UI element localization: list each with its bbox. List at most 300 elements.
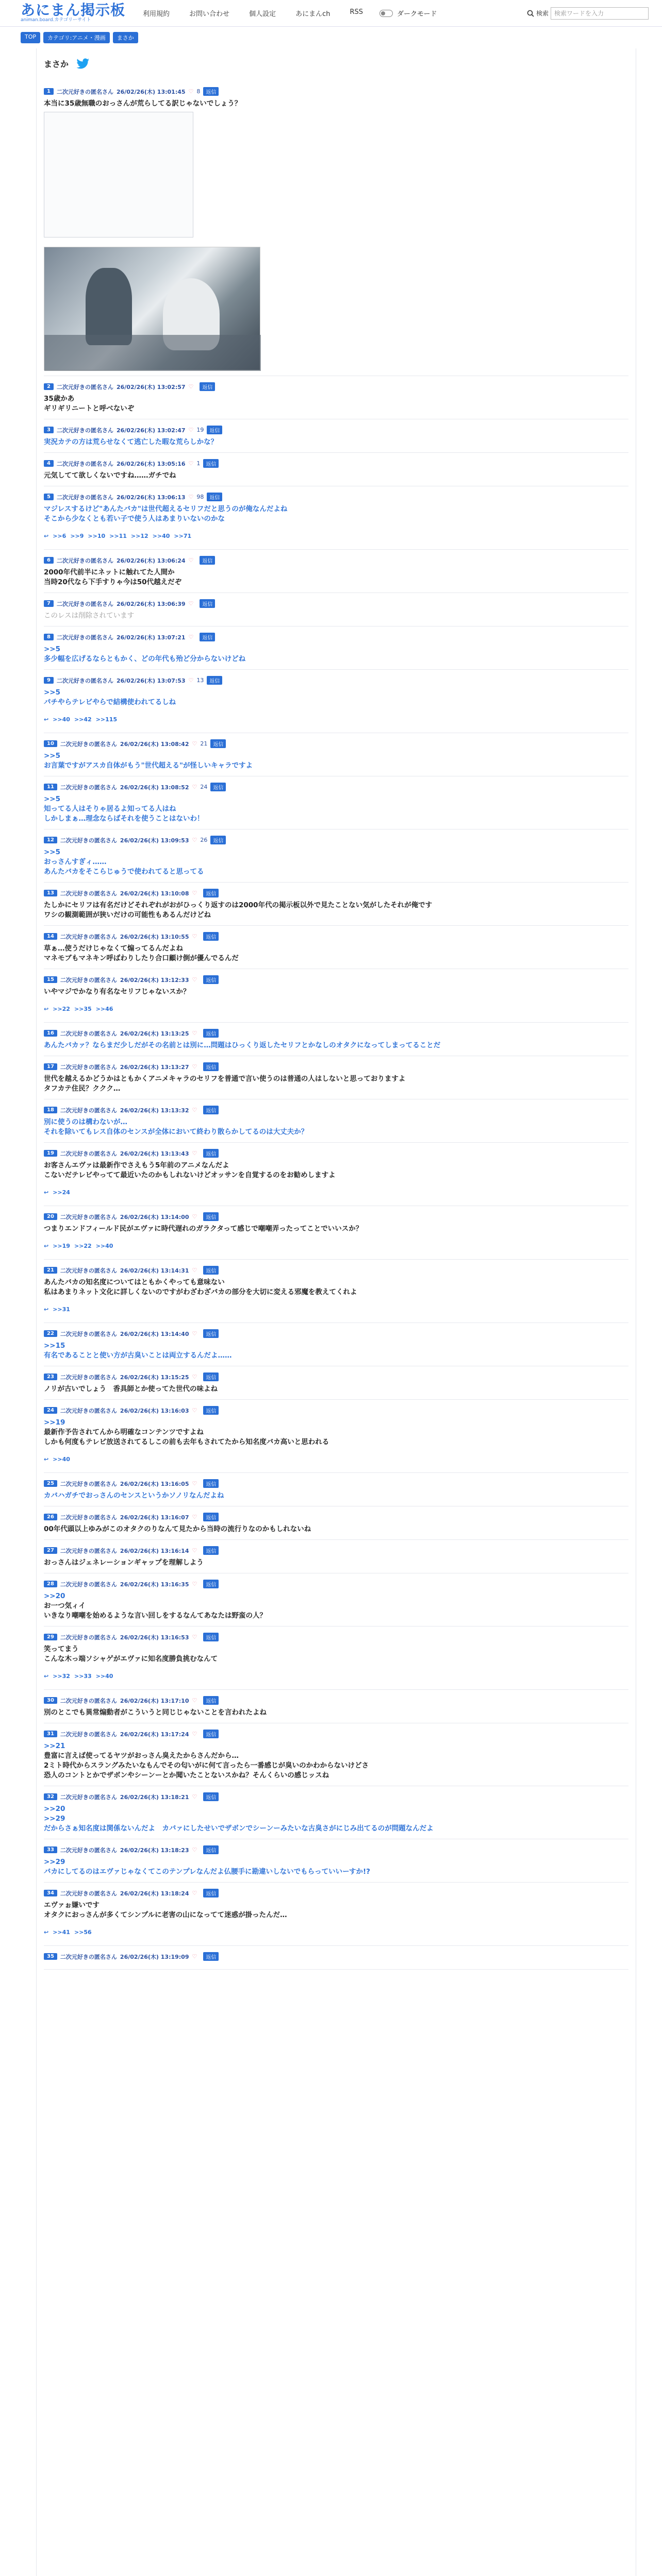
post-header: [44, 1473, 628, 1488]
post: [37, 81, 636, 376]
post-date: 26/02/26(木) 13:10:55: [120, 933, 189, 940]
reply-link[interactable]: >>11: [109, 533, 127, 539]
post-number[interactable]: 3: [44, 427, 54, 433]
post: [37, 1023, 636, 1056]
reply-link[interactable]: >>40: [95, 1243, 113, 1249]
post-date: 26/02/26(木) 13:14:00: [120, 1213, 189, 1221]
post-body: [44, 748, 628, 776]
post: [37, 1540, 636, 1573]
post-line: 恐人のコントとかでザボンやシーンーとか聞いたことないスかね？そんくらいの感じッスね: [44, 1771, 329, 1780]
heart-icon[interactable]: ♡: [192, 1890, 197, 1896]
reply-button[interactable]: 返信: [200, 382, 215, 391]
post-date: 26/02/26(木) 13:01:45: [116, 88, 186, 95]
like-count: 26: [200, 837, 208, 843]
nav-rss[interactable]: RSS: [350, 8, 363, 16]
post: [37, 1946, 636, 1970]
like-count: 21: [200, 740, 208, 747]
post-number[interactable]: 16: [44, 1030, 57, 1037]
post-number[interactable]: 4: [44, 460, 54, 467]
reply-link[interactable]: >>40: [53, 1456, 70, 1463]
post: [37, 1786, 636, 1839]
nav-terms[interactable]: 利用規約: [143, 10, 170, 18]
search-input[interactable]: 検索ワードを入力: [551, 7, 649, 20]
heart-icon[interactable]: ♡: [192, 1374, 197, 1380]
post-body: [44, 608, 628, 626]
post-header: [44, 1366, 628, 1381]
post: [37, 1323, 636, 1366]
post-body: [44, 1488, 628, 1506]
post: [37, 1839, 636, 1883]
post-line: あんたバカをそこらじゅうで使われてると思ってる: [44, 868, 204, 876]
post-header: [44, 486, 628, 501]
heart-icon[interactable]: ♡: [192, 784, 197, 790]
post-line: お一つ気ィイ: [44, 1602, 86, 1610]
post-line: マジレスするけど"あんたバカ"は世代超えるセリフだと思うのが俺なんだよね: [44, 505, 288, 513]
poster-name: 二次元好きの匿名さん: [60, 890, 117, 897]
post-number[interactable]: 22: [44, 1330, 57, 1337]
reply-button[interactable]: 返信: [203, 1889, 219, 1897]
heart-icon[interactable]: ♡: [192, 1953, 197, 1960]
nav-animanch[interactable]: あにまんch: [295, 10, 330, 18]
heart-icon[interactable]: ♡: [192, 1407, 197, 1414]
post-body: [44, 941, 628, 969]
reply-button[interactable]: 返信: [200, 556, 215, 565]
search-label: 検索: [536, 10, 549, 17]
reply-button[interactable]: 返信: [203, 1479, 219, 1488]
post: [37, 376, 636, 419]
post-date: 26/02/26(木) 13:06:13: [116, 494, 186, 501]
post-line[interactable]: >>15: [44, 1342, 65, 1350]
post-number[interactable]: 18: [44, 1107, 57, 1113]
heart-icon[interactable]: ♡: [192, 933, 197, 940]
heart-icon[interactable]: ♡: [192, 976, 197, 983]
heart-icon[interactable]: ♡: [192, 1480, 197, 1487]
post-line: お客さんエヴァは最新作でさえもう5年前のアニメなんだよ: [44, 1161, 229, 1170]
reply-button[interactable]: 返信: [203, 1372, 219, 1381]
heart-icon[interactable]: ♡: [192, 1150, 197, 1157]
reply-button[interactable]: 返信: [203, 1513, 219, 1521]
reply-link[interactable]: >>41: [53, 1929, 70, 1936]
post-number[interactable]: 6: [44, 557, 54, 564]
darkmode-toggle-wrap[interactable]: [379, 8, 437, 18]
embedded-screenshot: [44, 112, 193, 238]
heart-icon[interactable]: ♡: [188, 460, 194, 467]
reply-arrow-icon: ↩: [44, 1456, 49, 1463]
post-date: 26/02/26(木) 13:19:09: [120, 1953, 189, 1960]
post-number[interactable]: 32: [44, 1793, 57, 1800]
heart-icon[interactable]: ♡: [192, 837, 197, 843]
post-body: [44, 1801, 628, 1839]
post-image[interactable]: [44, 247, 260, 370]
post-header: [44, 1143, 628, 1158]
reply-arrow-icon: ↩: [44, 533, 49, 539]
post-date: 26/02/26(木) 13:13:43: [120, 1150, 189, 1157]
poster-name: 二次元好きの匿名さん: [56, 557, 113, 564]
poster-name: 二次元好きの匿名さん: [60, 1107, 117, 1114]
post-line[interactable]: >>5: [44, 645, 61, 653]
breadcrumb: [0, 27, 662, 43]
reply-link[interactable]: >>40: [53, 716, 70, 723]
reply-button[interactable]: 返信: [207, 676, 222, 685]
post-line[interactable]: >>5: [44, 795, 61, 803]
post-header: [44, 926, 628, 941]
post-body: [44, 1641, 628, 1690]
post: [37, 1206, 636, 1260]
post-line: 実況カテの方は荒らせなくて逃亡した暇な荒らしかな？: [44, 438, 218, 446]
post-header: [44, 1023, 628, 1038]
post-line[interactable]: >>21: [44, 1742, 65, 1750]
heart-icon[interactable]: ♡: [188, 677, 194, 684]
site-logo[interactable]: [21, 3, 125, 23]
post-body: [44, 96, 628, 376]
post-body: [44, 1158, 628, 1206]
darkmode-toggle[interactable]: [379, 10, 393, 17]
heart-icon[interactable]: ♡: [192, 1581, 197, 1587]
post-body: [44, 391, 628, 419]
post-line: 00年代頭以上ゆみがこのオタクのりなんて見たから当時の流行りなのかもしれないね: [44, 1525, 311, 1533]
heart-icon[interactable]: ♡: [192, 1030, 197, 1037]
reply-button[interactable]: 返信: [203, 1406, 219, 1415]
tag-category[interactable]: カテゴリ:アニメ・漫画: [43, 32, 110, 43]
reply-links: [44, 1297, 628, 1317]
post-number[interactable]: 9: [44, 677, 54, 684]
post-header: [44, 1506, 628, 1521]
post-header: [44, 1400, 628, 1415]
poster-name: 二次元好きの匿名さん: [60, 1030, 117, 1037]
reply-arrow-icon: ↩: [44, 1006, 49, 1012]
reply-button[interactable]: 返信: [203, 1633, 219, 1641]
reply-button[interactable]: 返信: [203, 1329, 219, 1338]
post-header: [44, 81, 628, 96]
post-date: 26/02/26(木) 13:16:03: [120, 1407, 189, 1414]
reply-button[interactable]: 返信: [203, 1845, 219, 1854]
reply-links: [44, 1664, 628, 1684]
reply-link[interactable]: >>32: [53, 1673, 70, 1680]
post: [37, 1099, 636, 1143]
post: [37, 733, 636, 776]
poster-name: 二次元好きの匿名さん: [60, 1731, 117, 1738]
post: [37, 626, 636, 670]
post-line[interactable]: >>5: [44, 752, 61, 760]
post: [37, 969, 636, 1023]
reply-button[interactable]: 返信: [200, 599, 215, 608]
post-line[interactable]: >>20: [44, 1805, 65, 1813]
post-header: [44, 1626, 628, 1641]
reply-link[interactable]: >>31: [53, 1306, 70, 1313]
reply-link[interactable]: >>46: [95, 1006, 113, 1012]
poster-name: 二次元好きの匿名さん: [60, 1330, 117, 1337]
poster-name: 二次元好きの匿名さん: [56, 427, 113, 434]
post-number[interactable]: 14: [44, 933, 57, 940]
reply-links: [44, 524, 628, 544]
post-body: [44, 984, 628, 1023]
post-line: ギリギリニートと呼べないぞ: [44, 404, 135, 413]
reply-link[interactable]: >>22: [74, 1243, 92, 1249]
reply-link[interactable]: >>22: [53, 1006, 70, 1012]
post-number[interactable]: 12: [44, 837, 57, 843]
poster-name: 二次元好きの匿名さん: [56, 634, 113, 641]
post-header: [44, 453, 628, 468]
reply-button[interactable]: 返信: [210, 739, 226, 748]
post: [37, 1573, 636, 1626]
heart-icon[interactable]: ♡: [188, 88, 194, 95]
reply-link[interactable]: >>12: [130, 533, 148, 539]
post-number[interactable]: 5: [44, 494, 54, 500]
post-line: エヴァぉ嫌いです: [44, 1901, 100, 1909]
post-number[interactable]: 8: [44, 634, 54, 640]
post-line: あんたバカの知名度についてはともかくやっても意味ない: [44, 1278, 225, 1286]
post-body: [44, 1221, 628, 1260]
search-icon[interactable]: [527, 10, 534, 17]
reply-link[interactable]: >>10: [88, 533, 106, 539]
post: [37, 926, 636, 969]
post-line[interactable]: >>20: [44, 1592, 65, 1600]
post-line: いきなり嘲嘲を始めるような言い回しをするなんてあなたは野蛮の人？: [44, 1612, 267, 1620]
poster-name: 二次元好きの匿名さん: [60, 837, 117, 844]
poster-name: 二次元好きの匿名さん: [60, 1793, 117, 1801]
logo-text: あにまん掲示板: [21, 2, 126, 19]
reply-button[interactable]: 返信: [203, 1580, 219, 1588]
reply-button[interactable]: 返信: [210, 783, 226, 791]
poster-name: 二次元好きの匿名さん: [56, 88, 113, 95]
heart-icon[interactable]: ♡: [192, 1107, 197, 1113]
post-number[interactable]: 33: [44, 1846, 57, 1853]
thread-title: まさか: [44, 59, 69, 69]
post-number[interactable]: 27: [44, 1547, 57, 1554]
reply-link[interactable]: >>40: [95, 1673, 113, 1680]
post-number[interactable]: 31: [44, 1731, 57, 1737]
post-body: [44, 1071, 628, 1099]
tag-top[interactable]: TOP: [21, 32, 40, 43]
reply-link[interactable]: >>40: [152, 533, 170, 539]
reply-links: [44, 997, 628, 1017]
reply-button[interactable]: 返信: [203, 1546, 219, 1555]
post: [37, 1143, 636, 1206]
reply-button[interactable]: 返信: [207, 426, 222, 434]
reply-link[interactable]: >>19: [53, 1243, 70, 1249]
post-number[interactable]: 24: [44, 1407, 57, 1414]
reply-link[interactable]: >>56: [74, 1929, 92, 1936]
reply-button[interactable]: 返信: [203, 1696, 219, 1705]
post-header: [44, 1056, 628, 1071]
post-number[interactable]: 20: [44, 1213, 57, 1220]
post: [37, 1506, 636, 1540]
poster-name: 二次元好きの匿名さん: [60, 740, 117, 748]
heart-icon[interactable]: ♡: [188, 383, 194, 390]
post-body: [44, 1588, 628, 1626]
post-line: カバハガチでおっさんのセンスというかソノリなんだよね: [44, 1492, 224, 1500]
reply-button[interactable]: 返信: [203, 1730, 219, 1738]
post-line[interactable]: >>29: [44, 1815, 65, 1823]
post-line: お言葉ですがアスカ自体がもう"世代超える"が怪しいキャラですよ: [44, 761, 253, 770]
post-body: [44, 1555, 628, 1573]
post-body: [44, 1381, 628, 1400]
post-header: [44, 550, 628, 565]
reply-button[interactable]: 返信: [203, 1062, 219, 1071]
post-date: 26/02/26(木) 13:17:10: [120, 1697, 189, 1704]
post-number[interactable]: 1: [44, 88, 54, 95]
darkmode-label: ダークモード: [397, 10, 437, 18]
reply-button[interactable]: 返信: [203, 1212, 219, 1221]
poster-name: 二次元好きの匿名さん: [60, 1634, 117, 1641]
poster-name: 二次元好きの匿名さん: [60, 784, 117, 791]
post-number[interactable]: 15: [44, 976, 57, 983]
post-number[interactable]: 13: [44, 890, 57, 896]
post-number[interactable]: 34: [44, 1890, 57, 1896]
post-body: [44, 1114, 628, 1143]
post-number[interactable]: 17: [44, 1063, 57, 1070]
reply-arrow-icon: ↩: [44, 1673, 49, 1680]
post-number[interactable]: 23: [44, 1374, 57, 1380]
post-number[interactable]: 28: [44, 1581, 57, 1587]
post-line[interactable]: >>19: [44, 1418, 65, 1427]
post-line[interactable]: >>5: [44, 848, 61, 856]
reply-button[interactable]: 返信: [203, 1106, 219, 1114]
reply-button[interactable]: 返信: [203, 87, 219, 96]
post-number[interactable]: 2: [44, 383, 54, 390]
post-number[interactable]: 10: [44, 740, 57, 747]
post-body: [44, 641, 628, 670]
heart-icon[interactable]: ♡: [188, 634, 194, 640]
heart-icon[interactable]: ♡: [192, 1793, 197, 1800]
tag-thread[interactable]: まさか: [113, 32, 138, 43]
post-date: 26/02/26(木) 13:16:53: [120, 1634, 189, 1641]
post-header: [44, 1723, 628, 1738]
post-line[interactable]: >>5: [44, 688, 61, 697]
twitter-icon[interactable]: [76, 58, 90, 70]
post-number[interactable]: 26: [44, 1514, 57, 1520]
reply-button[interactable]: 返信: [207, 493, 222, 501]
post-date: 26/02/26(木) 13:06:39: [116, 600, 186, 607]
post-header: [44, 1690, 628, 1705]
post: [37, 1883, 636, 1946]
post-body: [44, 1897, 628, 1946]
heart-icon[interactable]: ♡: [192, 1330, 197, 1337]
poster-name: 二次元好きの匿名さん: [60, 1697, 117, 1704]
post-date: 26/02/26(木) 13:08:52: [120, 784, 189, 791]
heart-icon[interactable]: ♡: [192, 1213, 197, 1220]
heart-icon[interactable]: ♡: [192, 1547, 197, 1554]
post-line: 私はあまりネット文化に詳しくないのですがわざわざバカの部分を大切に変える邪魔を教えてくれよ: [44, 1288, 357, 1296]
post-number[interactable]: 25: [44, 1480, 57, 1487]
post: [37, 1690, 636, 1723]
like-count: 8: [196, 88, 201, 95]
post-number[interactable]: 7: [44, 600, 54, 607]
reply-button[interactable]: 返信: [203, 1149, 219, 1158]
heart-icon[interactable]: ♡: [192, 1514, 197, 1520]
post-line[interactable]: >>29: [44, 1858, 65, 1866]
post-date: 26/02/26(木) 13:02:57: [116, 383, 186, 391]
post-date: 26/02/26(木) 13:12:33: [120, 976, 189, 984]
reply-arrow-icon: ↩: [44, 1243, 49, 1249]
reply-button[interactable]: 返信: [203, 932, 219, 941]
heart-icon[interactable]: ♡: [192, 1267, 197, 1274]
post-body: [44, 1854, 628, 1883]
post: [37, 1260, 636, 1323]
reply-link[interactable]: >>9: [70, 533, 84, 539]
reply-links: [44, 1447, 628, 1467]
post: [37, 776, 636, 829]
post: [37, 1056, 636, 1099]
post: [37, 1626, 636, 1690]
heart-icon[interactable]: ♡: [188, 600, 194, 607]
poster-name: 二次元好きの匿名さん: [60, 1480, 117, 1487]
reply-link[interactable]: >>24: [53, 1189, 70, 1196]
reply-link[interactable]: >>6: [53, 533, 67, 539]
reply-links: [44, 1234, 628, 1254]
post-number[interactable]: 30: [44, 1697, 57, 1704]
like-count: 24: [200, 784, 208, 790]
nav-contact[interactable]: お問い合わせ: [189, 10, 230, 18]
reply-button[interactable]: 返信: [203, 975, 219, 984]
heart-icon[interactable]: ♡: [188, 427, 194, 433]
heart-icon[interactable]: ♡: [192, 1063, 197, 1070]
post-line: つまりエンドフィールド民がエヴァに時代遅れのガラクタって感じで嘲嘲弄ったってことでいいスか？: [44, 1225, 363, 1233]
reply-link[interactable]: >>115: [95, 716, 118, 723]
reply-button[interactable]: 返信: [200, 633, 215, 641]
post-header: [44, 1099, 628, 1114]
reply-button[interactable]: 返信: [203, 1029, 219, 1038]
nav-settings[interactable]: 個人設定: [249, 10, 276, 18]
post-line: 知ってる人はそりゃ居るよ知ってる人はね: [44, 805, 176, 813]
post-line: それを除いてもレス自体のセンスが全体において終わり散らかしてるのは大丈夫か？: [44, 1128, 308, 1136]
post-line: こないだテレビやってて最近いたのかもしれないけどオッサンを自覚するのをお勧めしますよ: [44, 1171, 336, 1179]
post-header: [44, 593, 628, 608]
reply-button[interactable]: 返信: [210, 836, 226, 844]
post-number[interactable]: 29: [44, 1634, 57, 1640]
post: [37, 883, 636, 926]
heart-icon[interactable]: ♡: [192, 1697, 197, 1704]
reply-link[interactable]: >>42: [74, 716, 92, 723]
post-line: 2ミト時代からスラングみたいなもんでその匂いがに何て言ったら一番感じが臭いのかわからないけどさ: [44, 1761, 369, 1770]
post-date: 26/02/26(木) 13:17:24: [120, 1731, 189, 1738]
reply-link[interactable]: >>33: [74, 1673, 92, 1680]
heart-icon[interactable]: ♡: [192, 1731, 197, 1737]
reply-button[interactable]: 返信: [203, 459, 219, 468]
post-number[interactable]: 35: [44, 1953, 57, 1960]
heart-icon[interactable]: ♡: [192, 1634, 197, 1640]
post: [37, 486, 636, 550]
reply-button[interactable]: 返信: [203, 1266, 219, 1275]
post-number[interactable]: 21: [44, 1267, 57, 1274]
poster-name: 二次元好きの匿名さん: [60, 1890, 117, 1897]
post-line: 有名であることと使い方が古臭いことは両立するんだよ……: [44, 1351, 232, 1360]
heart-icon[interactable]: ♡: [188, 494, 194, 500]
post-body: [44, 897, 628, 926]
post-body: [44, 1705, 628, 1723]
post-body: [44, 1038, 628, 1056]
reply-button[interactable]: 返信: [203, 1952, 219, 1961]
reply-button[interactable]: 返信: [203, 889, 219, 897]
post-header: [44, 670, 628, 685]
reply-link[interactable]: >>71: [174, 533, 192, 539]
heart-icon[interactable]: ♡: [192, 740, 197, 747]
reply-link[interactable]: >>35: [74, 1006, 92, 1012]
thread-title-row: [37, 48, 636, 81]
post-date: 26/02/26(木) 13:13:32: [120, 1107, 189, 1114]
post-number[interactable]: 19: [44, 1150, 57, 1157]
heart-icon[interactable]: ♡: [188, 557, 194, 564]
heart-icon[interactable]: ♡: [192, 890, 197, 896]
post-header: [44, 1573, 628, 1588]
post: [37, 670, 636, 733]
heart-icon[interactable]: ♡: [192, 1846, 197, 1853]
reply-button[interactable]: 返信: [203, 1792, 219, 1801]
post-number[interactable]: 11: [44, 784, 57, 790]
poster-name: 二次元好きの匿名さん: [60, 1846, 117, 1854]
post-header: [44, 1786, 628, 1801]
post-header: [44, 883, 628, 897]
